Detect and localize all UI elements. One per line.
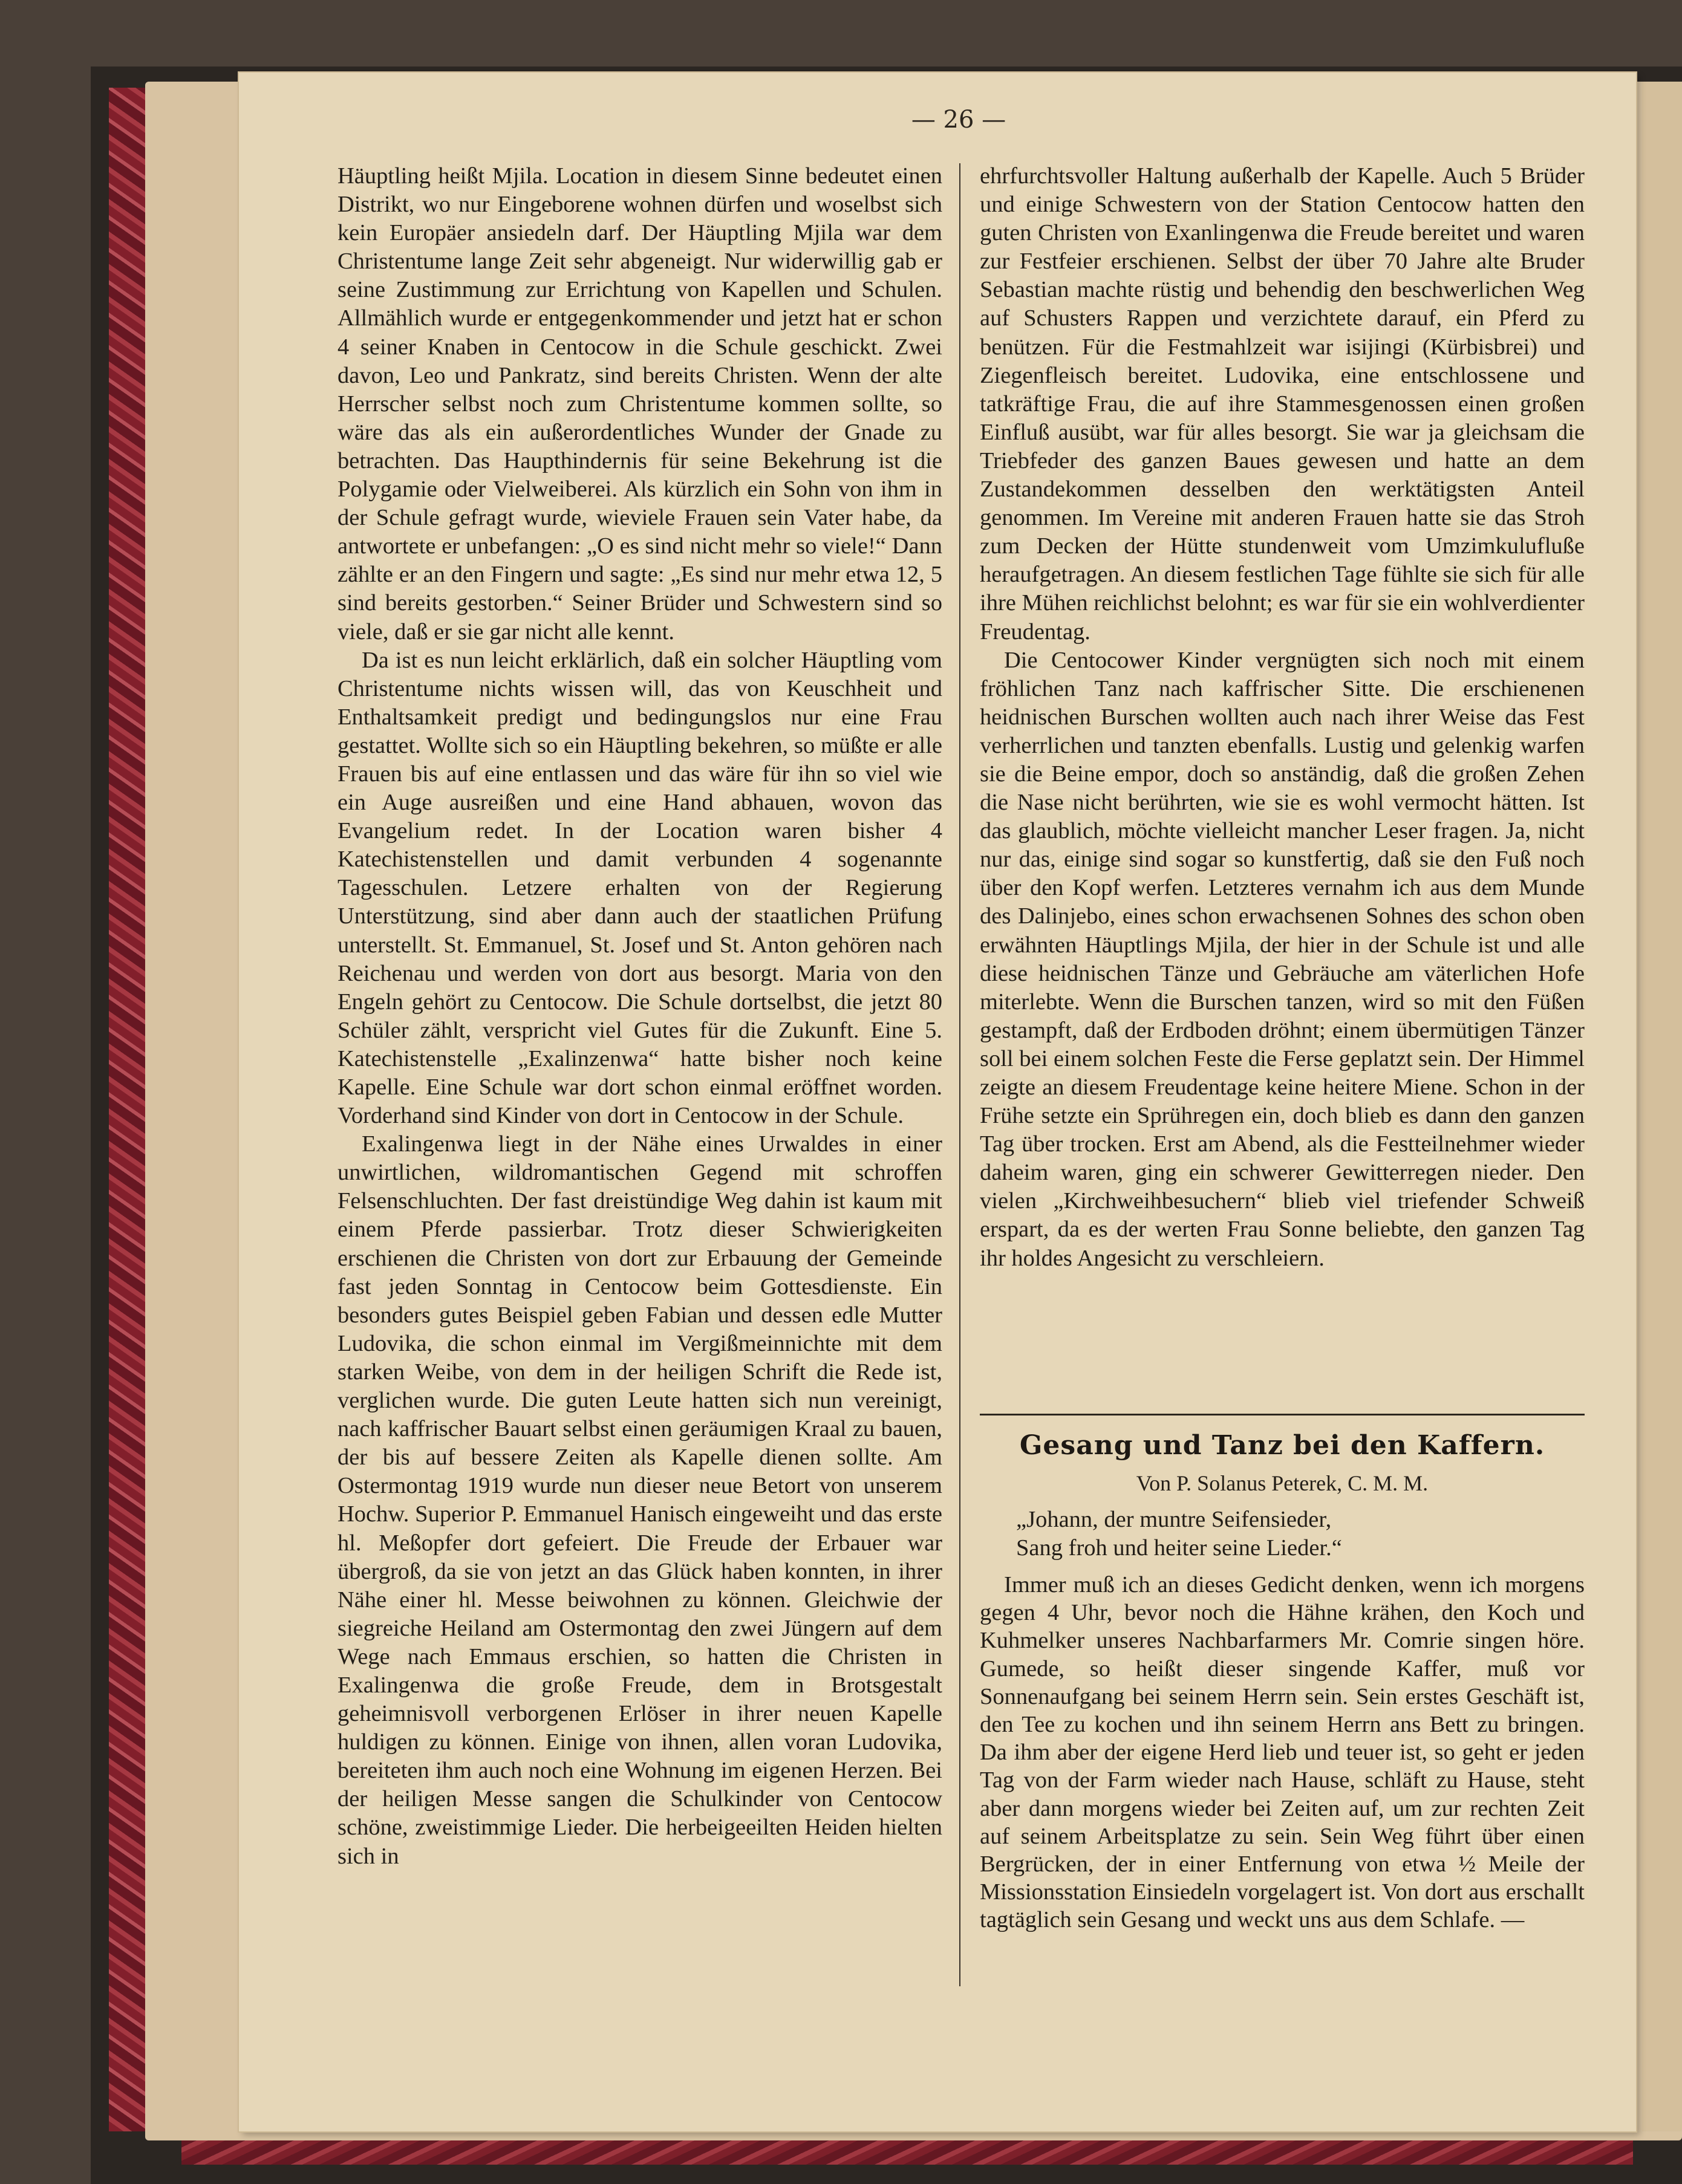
article-body [980, 1571, 1585, 1934]
facing-page-edge [1642, 82, 1682, 2131]
left-paragraph-2: Da ist es nun leicht erklärlich, daß ein solcher Häuptling vom Christentume nichts wissen will, das von Keuschheit und Enthaltsamkeit predigt und bedingungslos nur eine Frau gestattet. Wollte sich so ein Häuptling bekehren, so müßte er alle Frauen bis auf eine entlassen und das wäre für ihn so viel wie ein Auge ausreißen und eine Hand abhauen, wovon das Evangelium redet. In der Location waren bisher 4 Katechistenstellen und damit verbunden 4 sogenannte Tagesschulen. Letzere erhalten von der Regierung Unterstützung, sind aber dann auch der staatlichen Prüfung unterstellt. St. Emmanuel, St. Josef und St. Anton gehören nach Reichenau und werden von dort aus besorgt. Maria von den Engeln gehört zu Centocow. Die Schule dortselbst, die jetzt 80 Schüler zählt, verspricht viel Gutes für die Zukunft. Eine 5. Katechistenstelle „Exalinzenwa“ hatte bisher noch keine Kapelle. Eine Schule war dort schon einmal eröffnet worden. Vorderhand sind Kinder von dort in Centocow in der Schule. [337, 647, 942, 1129]
right-column [980, 162, 1585, 1273]
verse-quote [1016, 1506, 1585, 1562]
left-paragraph-1: Häuptling heißt Mjila. Location in diesem Sinne bedeutet einen Distrikt, wo nur Eingeborene wohnen dürfen und woselbst sich kein Europäer ansiedeln darf. Der Häuptling Mjila war dem Christentume lange Zeit sehr abgeneigt. Nur widerwillig gab er seine Zustimmung zur Errichtung von Kapellen und Schulen. Allmählich wurde er entgegenkommender und jetzt hat er schon 4 seiner Knaben in Centocow in die Schule geschickt. Zwei davon, Leo und Pankratz, sind bereits Christen. Wenn der alte Herrscher selbst noch zum Christentume kommen sollte, so wäre das als ein außerordentliches Wunder der Gnade zu betrachten. Das Haupthindernis für seine Bekehrung ist die Polygamie oder Vielweiberei. Als kürzlich ein Sohn von ihm in der Schule gefragt wurde, wieviele Frauen sein Vater habe, da antwortete er unbefangen: „O es sind nicht mehr so viele!“ Dann zählte er an den Fingern und sagte: „Es sind nur mehr etwa 12, 5 sind bereits gestorben.“ Seiner Brüder und Schwestern sind so viele, daß er sie gar nicht alle kennt. [337, 163, 942, 645]
page-number: — 26 — [911, 106, 1006, 134]
article-title: Gesang und Tanz bei den Kaffern. [1019, 1430, 1545, 1461]
section-divider [980, 1414, 1585, 1415]
verse-line-1: „Johann, der muntre Seifensieder, [1016, 1507, 1332, 1532]
left-paragraph-3: Exalingenwa liegt in der Nähe eines Urwaldes in einer unwirtlichen, wildromantischen Gegend mit schroffen Felsenschluchten. Der fast dreistündige Weg dahin ist kaum mit einem Pferde passierbar. Trotz dieser Schwierigkeiten erschienen die Christen von dort zur Erbauung der Gemeinde fast jeden Sonntag in Centocow beim Gottesdienste. Ein besonders gutes Beispiel geben Fabian und dessen edle Mutter Ludovika, die schon einmal im Vergißmeinnichte mit dem starken Weibe, von dem in der heiligen Schrift die Rede ist, verglichen wurde. Die guten Leute hatten sich nun vereinigt, nach kaffrischer Bauart selbst einen geräumigen Kraal zu bauen, der bis auf bessere Zeiten als Kapelle dienen sollte. Am Ostermontag 1919 wurde nun dieser neue Betort von unserem Hochw. Superior P. Emmanuel Hanisch eingeweiht und das erste hl. Meßopfer dort gefeiert. Die Freude der Erbauer war übergroß, da sie von jetzt an das Glück haben konnten, in ihrer Nähe einer hl. Messe beiwohnen zu können. Gleichwie der siegreiche Heiland am Ostermontag den zwei Jüngern auf dem Wege nach Emmaus erschien, so hatten die Christen in Exalingenwa die große Freude, dem in Brotsgestalt geheimnisvoll verborgenen Erlöser in ihrer neuen Kapelle huldigen zu können. Einige von ihnen, allen voran Ludovika, bereiteten ihm auch noch eine Wohnung im eigenen Herzen. Bei der heiligen Messe sangen die Schulkinder von Centocow schöne, zweistimmige Lieder. Die herbeigeeilten Heiden hielten sich in [337, 1131, 942, 1869]
verse-line-2: Sang froh und heiter seine Lieder.“ [1016, 1535, 1342, 1561]
left-column [337, 162, 942, 1871]
article-byline: Von P. Solanus Peterek, C. M. M. [1136, 1471, 1429, 1495]
article-paragraph: Immer muß ich an dieses Gedicht denken, wenn ich morgens gegen 4 Uhr, bevor noch die Hähne krähen, den Koch und Kuhmelker unseres Nachbarfarmers Mr. Comrie singen höre. Gumede, so heißt dieser singende Kaffer, muß vor Sonnenaufgang bei seinem Herrn sein. Sein erstes Geschäft ist, den Tee zu kochen und ihn seinem Herrn ans Bett zu bringen. Da ihm aber der eigene Herd lieb und teuer ist, so geht er jeden Tag von der Farm wieder nach Hause, schläft zu Hause, steht aber dann morgens wieder bei Zeiten auf, um zur rechten Zeit auf seinem Arbeitsplatze zu sein. Sein Weg führt über einen Bergrücken, der in einer Entfernung von etwa ½ Meile der Missionsstation Einsiedeln vorgelagert ist. Von dort aus erschallt tagtäglich sein Gesang und weckt uns aus dem Schlafe. — [980, 1572, 1585, 1933]
column-divider [959, 163, 960, 1986]
right-paragraph-1: ehrfurchtsvoller Haltung außerhalb der Kapelle. Auch 5 Brüder und einige Schwestern von der Station Centocow hatten den guten Christen von Exanlingenwa die Freude bereitet und waren zur Festfeier erschienen. Selbst der über 70 Jahre alte Bruder Sebastian machte rüstig und behendig den beschwerlichen Weg auf Schusters Rappen und verzichtete darauf, ein Pferd zu benützen. Für die Festmahlzeit war isijingi (Kürbisbrei) und Ziegenfleisch bereitet. Ludovika, eine entschlossene und tatkräftige Frau, die auf ihre Stammesgenossen einen großen Einfluß ausübt, war für alles besorgt. Sie war ja gleichsam die Triebfeder des ganzen Baues gewesen und hatte an dem Zustandekommen desselben den werktätigsten Anteil genommen. Im Vereine mit anderen Frauen hatte sie das Stroh zum Decken der Hütte stundenweit vom Umzimkulufluße heraufgetragen. An diesem festlichen Tage fühlte sie sich für alle ihre Mühen reichlichst belohnt; es war für sie ein wohlverdienter Freudentag. [980, 163, 1585, 645]
right-paragraph-2: Die Centocower Kinder vergnügten sich noch mit einem fröhlichen Tanz nach kaffrischer Sitte. Die erschienenen heidnischen Burschen wollten auch nach ihrer Weise das Fest verherrlichen und tanzten ebenfalls. Lustig und gelenkig warfen sie die Beine empor, doch so anständig, daß die großen Zehen die Nase nicht berührten, wie sie es wohl vermocht hätten. Ist das glaublich, möchte vielleicht mancher Leser fragen. Ja, nicht nur das, einige sind sogar so kunstfertig, daß sie den Fuß noch über den Kopf werfen. Letzteres vernahm ich aus dem Munde des Dalinjebo, eines schon erwachsenen Sohnes des schon oben erwähnten Häuptlings Mjila, der hier in der Schule ist und alle diese heidnischen Tänze und Gebräuche am väterlichen Hofe miterlebte. Wenn die Burschen tanzen, wird so mit den Füßen gestampft, daß der Erdboden dröhnt; einem übermütigen Tänzer soll bei einem solchen Feste die Ferse geplatzt sein. Der Himmel zeigte an diesem Freudentage keine heitere Miene. Schon in der Frühe setzte ein Sprühregen ein, doch blieb es dann den ganzen Tag über trocken. Erst am Abend, als die Festteilnehmer wieder daheim waren, ging ein schwerer Gewitterregen nieder. Den vielen „Kirchweihbesuchern“ blieb viel triefender Schweiß erspart, da es der werten Frau Sonne beliebte, den ganzen Tag ihr holdes Angesicht zu verschleiern. [980, 647, 1585, 1271]
